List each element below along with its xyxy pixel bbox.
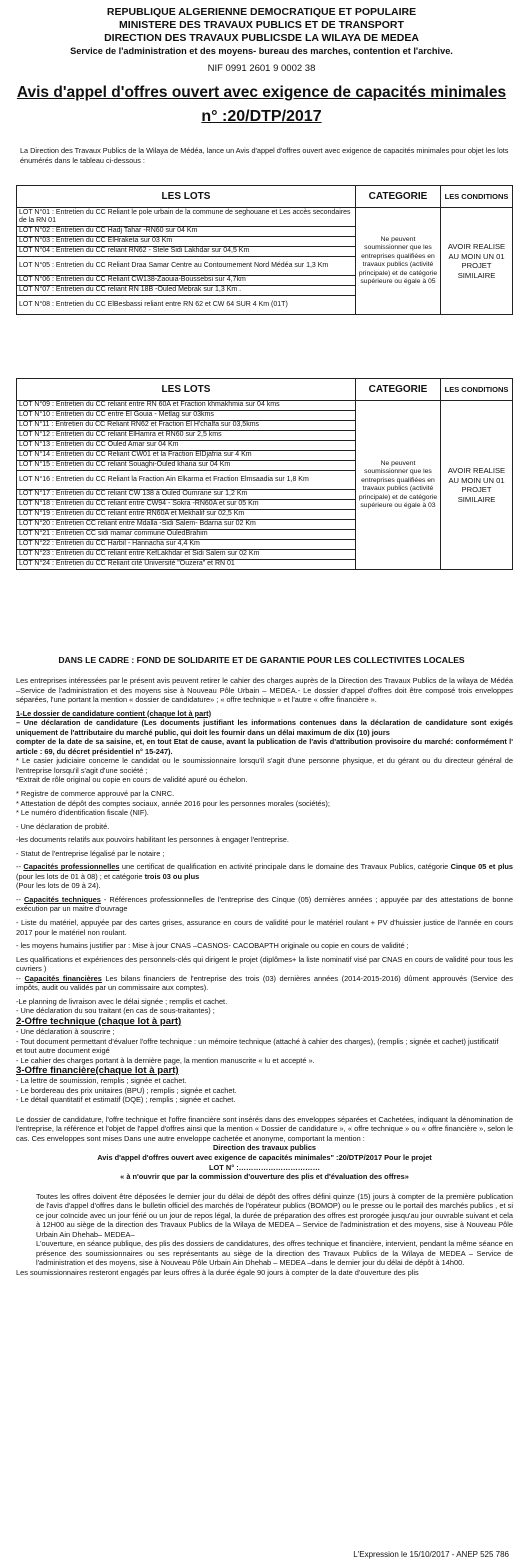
lot-row: LOT N°17 : Entretien du CC reliant CW 138 à Ouled Oumrane sur 1,2 Km	[17, 490, 356, 500]
section-title: DANS LE CADRE : FOND DE SOLIDARITE ET DE GARANTIE POUR LES COLLECTIVITES LOCALES	[58, 655, 465, 665]
lot-row: LOT N°20 : Entretien CC reliant entre Mdalla -Sidi Salem- Bdarna sur 02 Km	[17, 520, 356, 530]
body-line: -Le planning de livraison avec le délai signée ; remplis et cachet.	[16, 996, 228, 1006]
header-nif: NIF 0991 2601 9 0002 38	[207, 63, 316, 74]
heading-offre-technique: 2-Offre technique (chaque lot à part)	[16, 1015, 182, 1027]
lots-table-2	[16, 378, 513, 570]
body-paragraph: L'ouverture, en séance publique, des plis des dossiers de candidatures, des offres technique et financière, intervient, pendant la même séance en présence des soumissionnaires ou ses représentants au siège de la direction des Travaux Publics de la Wilaya de MEDEA – Service de l'administration et des moyens, sise à Nouveau Pôle Urbain Ain Dhehab – MEDEA –dans le dernier jour du délai de dépôt à 14h00.	[36, 1239, 513, 1268]
header-category: CATEGORIE	[356, 379, 441, 401]
body-paragraph: Les entreprises intéressées par le présent avis peuvent retirer le cahier des charges auprès de la Direction des Travaux Publics de la wilaya de Médéa –Service de l'administration et des moyens sise à Nouveau Pôle Urbain – MEDEA.- Le dossier d'appel d'offres doit être composé trois enveloppes séparées, l'une portant la mention « dossier de candidature» ; « offre technique » et l'autre « offre financière ».	[16, 676, 513, 705]
lot-row: LOT N°16 : Entretien du CC Reliant la Fraction Ain Elkarma et Fraction Elmsaadia sur 1,8 Km	[17, 471, 356, 490]
header-line-1: REPUBLIQUE ALGERIENNE DEMOCRATIQUE ET POPULAIRE	[106, 6, 417, 18]
header-lots: LES LOTS	[17, 186, 356, 208]
body-line: (Pour les lots de 09 à 24).	[16, 881, 101, 891]
lot-row: LOT N°11 : Entretien du CC Reliant RN62 et Fraction El H'chalfa sur 03,5kms	[17, 421, 356, 431]
notice-number: n° :20/DTP/2017	[201, 108, 322, 125]
body-line: * Registre de commerce approuvé par la CNRC.	[16, 789, 175, 799]
header-line-3: DIRECTION DES TRAVAUX PUBLICSDE LA WILAYA DE MEDEA	[104, 32, 419, 44]
body-line: * Attestation de dépôt des comptes sociaux, année 2016 pour les personnes morales (sociétés);	[16, 798, 330, 808]
category-cell: Ne peuvent soumissionner que les entreprises qualifiées en travaux publics (activité principale) et de catégorie supérieure ou égale à 03	[356, 401, 441, 570]
mention-line-1: Direction des travaux publics	[212, 1143, 317, 1153]
body-line: - Une déclaration du sou traitant (en cas de sous-traitantes) ;	[16, 1006, 215, 1016]
body-line: *Extrait de rôle original ou copie en cours de validité apuré ou échelon.	[16, 775, 248, 785]
capacites-financieres-label: Capacités financières	[24, 973, 102, 983]
heading-offre-financiere: 3-Offre financière(chaque lot à part)	[16, 1065, 179, 1077]
body-paragraph: Toutes les offres doivent être déposées le dernier jour du délai de dépôt des offres défini quinze (15) jours à compter de la première publication de l'avis d'appel d'offres dans le bulletin officiel des marchés de l'opérateur publics (BOMOP) ou le presse ou le portail des marchés publics , et si ce jour coïncide avec un jour férié ou un jour de repos légal, la durée de préparation des offres est prorogée jusqu'au jour ouvrable suivant et cela à 12H00 au siège de la direction des Travaux Publics de la Wilaya de MEDEA – Service de l'administration et des moyens, sise à Nouveau Pôle Urbain Ain Dhehab– MEDEA–	[36, 1191, 513, 1239]
header-line-4: Service de l'administration et des moyens- bureau des marches, contention et l'archive.	[70, 46, 453, 56]
body-line: – Une déclaration de candidature (Les documents justifiant les informations contenues dans la déclaration de candidature sont exigés uniquement de l'attributaire du marché public, qui doit les fournir dans un délai maximum de dix (10) jours	[16, 718, 513, 737]
body-line: - Le bordereau des prix unitaires (BPU) ; remplis ; signée et cachet.	[16, 1085, 237, 1095]
mention-line-4: « à n'ouvrir que par la commission d'ouverture des plis et d'évaluation des offres»	[120, 1172, 409, 1182]
lot-row: LOT N°01 : Entretien du CC Reliant le pole urbain de la commune de seghouane et Les accès secondaires de la RN 01	[17, 208, 356, 227]
body-line: - Le détail quantitatif et estimatif (DQE) ; remplis ; signée et cachet.	[16, 1095, 236, 1105]
lot-row: LOT N°24 : Entretien du CC Reliant cité Université "Ouzera" et RN 01	[17, 560, 356, 570]
body-line: - Liste du matériel, appuyée par des cartes grises, assurance en cours de validité pour le matériel roulant + PV d'huissier justice de l'année en cours 2017 pour le matériel non roulant.	[16, 918, 513, 937]
body-paragraph: Le dossier de candidature, l'offre technique et l'offre financière sont insérés dans des enveloppes séparées et Cachetées, indiquant la dénomination de l'entreprise, la référence et l'objet de l'appel d'offres ainsi que la mention « Dossier de candidature », « offre technique » ou « offre financière », selon le cas. Ces enveloppes sont mises Dans une autre enveloppe cachetée et anonyme, comportant la mention :	[16, 1114, 513, 1143]
lot-row: LOT N°14 : Entretien du CC Reliant CW01 et la Fraction ElDjafria sur 4 Km	[17, 451, 356, 461]
lot-row: LOT N°02 : Entretien du CC Hadj Tahar -RN60 sur 04 Km	[17, 227, 356, 237]
capacites-techniques: -- Capacités techniques - Références professionnelles de l'entreprise des Cinque (05) dernières années ; appuyée par des attestations de bonne exécution par un maitre d'ouvrage	[16, 894, 513, 914]
lot-row: LOT N°09 : Entretien du CC reliant entre RN 60A et Fraction khmakhmia sur 04 kms	[17, 401, 356, 411]
lot-row: LOT N°10 : Entretien du CC entre El Gouia - Metlag sur 03kms	[17, 411, 356, 421]
body-line: * Le numéro d'identification fiscale (NIF).	[16, 808, 149, 818]
lot-row: LOT N°22 : Entretien du CC Harbil - Hannacha sur 4,4 Km	[17, 540, 356, 550]
lot-row: LOT N°21 : Entretien CC sidi mamar commune OuledBrahim	[17, 530, 356, 540]
lot-row: LOT N°07 : Entretien du CC reliant RN 18B -Ouled Mebrak sur 1,3 Km .	[17, 286, 356, 296]
lot-row: LOT N°18 : Entretien du CC reliant entre CW94 - Sokra -RN60A et sur 05 Km	[17, 500, 356, 510]
lot-row: LOT N°08 : Entretien du CC ElBesbassi reliant entre RN 62 et CW 64 SUR 4 Km (01T)	[17, 296, 356, 315]
lot-row: LOT N°23 : Entretien du CC reliant entre KefLakhdar et Sidi Salem sur 02 Km	[17, 550, 356, 560]
lot-row: LOT N°06 : Entretien du CC Reliant CW138-Zaouia-Boussebsi sur 4,7km	[17, 276, 356, 286]
capacites-professionnelles-label: Capacités professionnelles	[23, 862, 120, 872]
intro-paragraph: La Direction des Travaux Publics de la Wilaya de Médéa, lance un Avis d'appel d'offres ouvert avec exigence de capacités minimales pour objet les lots énumérés dans le tableau ci-dessous :	[20, 146, 509, 165]
body-line: -les documents relatifs aux pouvoirs habilitant les personnes à engager l'entreprise.	[16, 835, 289, 845]
capacites-professionnelles: -- Capacités professionnelles une certificat de qualification en activité principale dans le domaine des Travaux Publics, catégorie Cinque 05 et plus (pour les lots de 01 à 08) ; et catégorie trois 03 ou plus	[16, 862, 514, 881]
body-line: - Une déclaration de probité.	[16, 821, 110, 831]
lot-row: LOT N°12 : Entretien du CC reliant ElHamra et RN60 sur 2,5 kms	[17, 431, 356, 441]
lot-row: LOT N°19 : Entretien du CC reliant entre RN60A et Mekhalif sur 02,5 Km	[17, 510, 356, 520]
body-line: - La lettre de soumission, remplis ; signée et cachet.	[16, 1076, 187, 1086]
lot-row: LOT N°13 : Entretien du CC Ouled Amar sur 04 Km	[17, 441, 356, 451]
body-line: - Le cahier des charges portant à la dernière page, la mention manuscrite « lu et accepté ».	[16, 1055, 315, 1065]
heading-candidature: 1-Le dossier de candidature contient (chaque lot à part)	[16, 708, 212, 718]
body-paragraph: Les soumissionnaires resteront engagés par leurs offres à la durée égale 90 jours à compter de la date d'ouverture des plis	[16, 1267, 419, 1277]
header-conditions: LES CONDITIONS	[441, 186, 513, 208]
notice-title: Avis d'appel d'offres ouvert avec exigence de capacités minimales	[16, 84, 507, 101]
publication-footer: L'Expression le 15/10/2017 - ANEP 525 786	[353, 1550, 509, 1559]
body-line: compter de la date de sa saisine, et, en tout Etat de cause, avant la publication de l'avis d'attribution provisoire du marché: conformément l' article : 69, du décret présidentiel n° 15-247).	[16, 737, 513, 756]
capacites-financieres: -- Capacités financières Les bilans financiers de l'entreprise des trois (03) dernières années (2014-2015-2016) dûment approuvés (Service des impôts, audit ou validés par un commissaire aux comptes).	[16, 973, 514, 993]
header-line-2: MINISTERE DES TRAVAUX PUBLICS ET DE TRANSPORT	[119, 19, 404, 31]
header-lots: LES LOTS	[17, 379, 356, 401]
lot-row: LOT N°04 : Entretien du CC reliant RN62 - Stele Sidi Lakhdar sur 04,5 Km	[17, 247, 356, 257]
lot-row: LOT N°03 : Entretien du CC ElHraketa sur 03 Km	[17, 237, 356, 247]
lot-row: LOT N°15 : Entretien du CC reliant Souaghi-Ouled khana sur 04 Km	[17, 461, 356, 471]
body-line: Les qualifications et expériences des personnels-clés qui dirigent le projet (diplômes+ la liste nominatif visé par CNAS en cours de validité pour tous les cuvriers )	[16, 954, 513, 974]
mention-line-2: Avis d'appel d'offres ouvert avec exigence de capacités minimales" :20/DTP/2017 Pour le projet	[97, 1152, 432, 1162]
header-category: CATEGORIE	[356, 186, 441, 208]
lots-table-1	[16, 185, 513, 315]
body-line: - les moyens humains justifier par : Mise à jour CNAS –CASNOS- CACOBAPTH originale ou copie en cours de validité ;	[16, 941, 409, 951]
conditions-cell: AVOIR REALISE AU MOIN UN 01 PROJET SIMILAIRE	[441, 208, 513, 315]
capacites-techniques-label: Capacités techniques	[23, 894, 101, 904]
conditions-cell: AVOIR REALISE AU MOIN UN 01 PROJET SIMILAIRE	[441, 401, 513, 570]
body-line: * Le casier judiciaire concerne le candidat ou le soumissionnaire lorsqu'il s'agit d'une personne physique, et du gérant ou du directeur général de l'entreprise lorsqu'il s'agit d'une société ;	[16, 756, 513, 775]
category-cell: Ne peuvent soumissionner que les entreprises qualifiées en travaux publics (activité principale) et de catégorie supérieure ou égale à 05	[356, 208, 441, 315]
header-conditions: LES CONDITIONS	[441, 379, 513, 401]
notice-body	[16, 676, 513, 1278]
body-line: - Une déclaration à souscrire ;	[16, 1026, 115, 1036]
lot-row: LOT N°05 : Entretien du CC Reliant Draa Samar Centre au Contournement Nord Médéa sur 1,3 Km	[17, 257, 356, 276]
body-line: - Statut de l'entreprise légalisé par le notaire ;	[16, 848, 165, 858]
body-line: et tout autre document exigé	[16, 1046, 110, 1056]
body-line: - Tout document permettant d'évaluer l'offre technique : un mémoire technique (attaché à cahier des charges), (remplis ; signée et cachet) justificatif	[16, 1036, 499, 1046]
mention-line-3: LOT N° :……………………………	[209, 1162, 320, 1172]
